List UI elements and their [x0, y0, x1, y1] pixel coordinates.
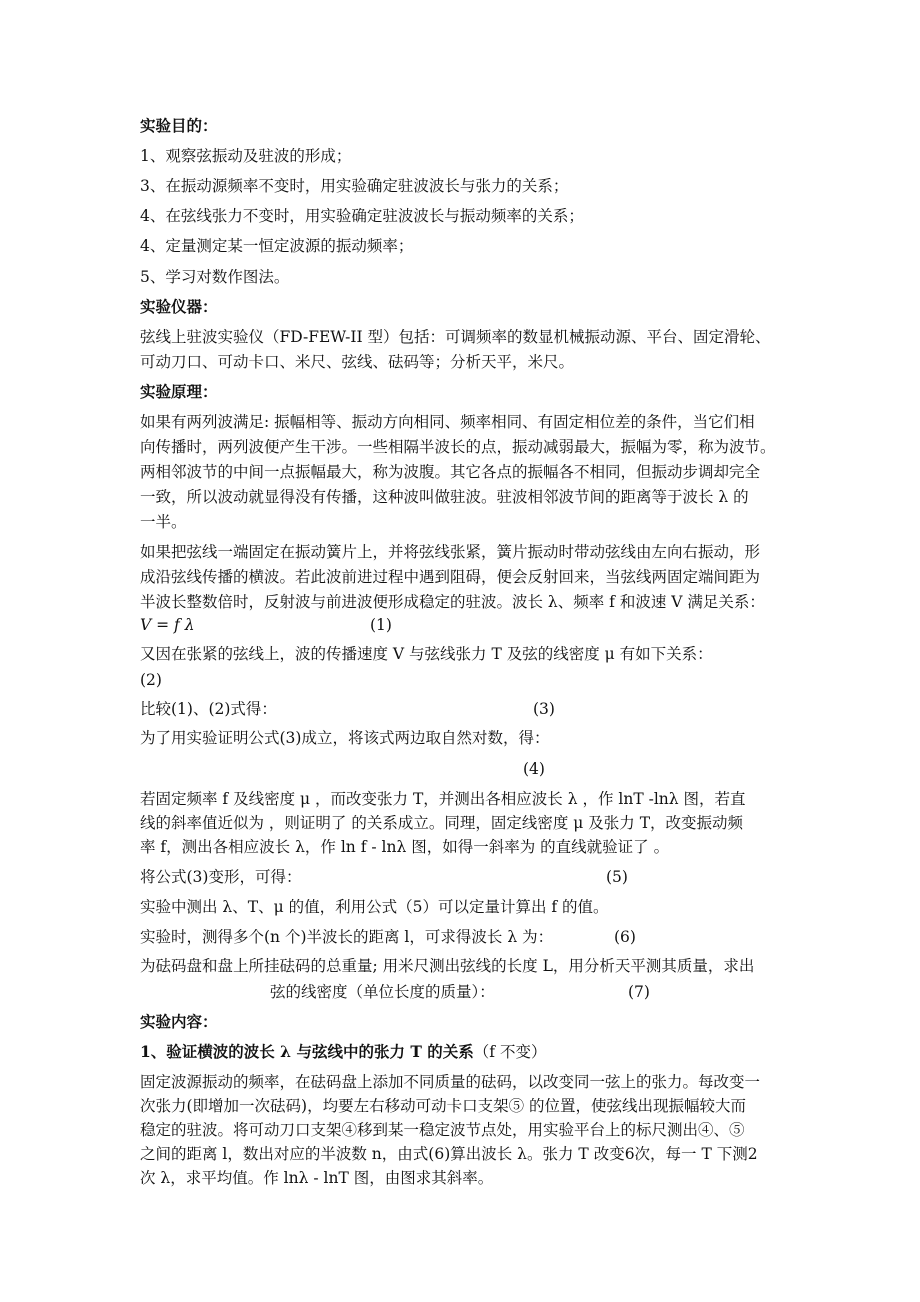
log-intro-line: 为了用实验证明公式(3)成立，将该式两边取自然对数，得： — [140, 729, 550, 747]
equation-4-number: (4) — [523, 760, 545, 778]
purpose-item-2: 3、在振动源频率不变时，用实验确定驻波波长与张力的关系； — [140, 177, 569, 195]
equation-2-number: (2) — [140, 671, 162, 689]
purpose-item-1: 1、观察弦振动及驻波的形成； — [140, 147, 352, 165]
purpose-item-4: 4、定量测定某一恒定波源的振动频率； — [140, 237, 414, 255]
principle-p2-line-2: 成沿弦线传播的横波。若此波前进过程中遇到阻碍，便会反射回来，当弦线两固定端间距为 — [140, 568, 761, 586]
equation-1: V = f λ — [140, 616, 195, 634]
mass-line-2: 弦的线密度（单位长度的质量）： — [270, 983, 495, 1001]
mass-line-1: 为砝码盘和盘上所挂砝码的总重量; 用米尺测出弦线的长度 L，用分析天平测其质量，求出 — [140, 957, 755, 975]
principle-p1-line-3: 两相邻波节的中间一点振幅最大，称为波腹。其它各点的振幅各不相同，但振动步调却完全 — [140, 463, 761, 481]
equation-5-number: (5) — [606, 868, 628, 886]
halfwave-line: 实验时，测得多个(n 个)半波长的距离 l，可求得波长 λ 为： — [140, 928, 554, 946]
purpose-item-5: 5、学习对数作图法。 — [140, 268, 290, 286]
equation-6-number: (6) — [614, 928, 636, 946]
content-line-4: 之间的距离 l，数出对应的半波数 n，由式(6)算出波长 λ。张力 T 改变6次，每一 T 下测2 — [140, 1145, 758, 1163]
principle-p1-line-5: 一半。 — [140, 513, 187, 531]
content-line-3: 稳定的驻波。将可动刀口支架④移到某一稳定波节点处，用实验平台上的标尺测出④、⑤ — [140, 1121, 745, 1139]
equation-7-number: (7) — [628, 983, 650, 1001]
equation-1-number: (1) — [370, 616, 392, 634]
principle-p3-line-3: 率 f，测出各相应波长 λ，作 ln f - lnλ 图，如得一斜率为 的直线就验证了 。 — [140, 838, 670, 856]
purpose-item-3: 4、在弦线张力不变时，用实验确定驻波波长与振动频率的关系； — [140, 207, 584, 225]
tension-relation-line: 又因在张紧的弦线上，波的传播速度 V 与弦线张力 T 及弦的线密度 μ 有如下关系： — [140, 645, 713, 663]
compare-line: 比较(1)、(2)式得： — [140, 700, 277, 718]
principle-p1-line-1: 如果有两列波满足: 振幅相等、振动方向相同、频率相同、有固定相位差的条件，当它们相 — [140, 413, 755, 431]
heading-apparatus: 实验仪器： — [140, 297, 218, 316]
transform-line: 将公式(3)变形，可得： — [140, 868, 302, 886]
content-line-1: 固定波源振动的频率，在砝码盘上添加不同质量的砝码，以改变同一弦上的张力。每改变一 — [140, 1073, 761, 1091]
content-subheading-1 — [140, 1042, 546, 1062]
principle-p2-line-1: 如果把弦线一端固定在振动簧片上，并将弦线张紧，簧片振动时带动弦线由左向右振动，形 — [140, 543, 761, 561]
content-line-2: 次张力(即增加一次砝码)，均要左右移动可动卡口支架⑤ 的位置，使弦线出现振幅较大而 — [140, 1097, 747, 1115]
principle-p3-line-2: 线的斜率值近似为 ，则证明了 的关系成立。同理，固定线密度 μ 及张力 T，改变振动频 — [140, 814, 744, 832]
heading-content: 实验内容： — [140, 1012, 218, 1031]
equation-3-number: (3) — [533, 700, 555, 718]
heading-purpose: 实验目的： — [140, 116, 218, 135]
principle-p1-line-2: 向传播时，两列波便产生干涉。一些相隔半波长的点，振动减弱最大，振幅为零，称为波节。 — [140, 438, 776, 456]
subheading-title: 1、验证横波的波长 λ 与弦线中的张力 T 的关系 — [140, 1042, 474, 1061]
content-line-5: 次 λ，求平均值。作 lnλ - lnT 图，由图求其斜率。 — [140, 1169, 494, 1187]
subheading-note: （f 不变） — [473, 1043, 547, 1061]
measure-line: 实验中测出 λ、T、μ 的值，利用公式（5）可以定量计算出 f 的值。 — [140, 898, 609, 916]
principle-p3-line-1: 若固定频率 f 及线密度 μ ，而改变张力 T，并测出各相应波长 λ ，作 lnT -lnλ 图，若直 — [140, 790, 746, 808]
heading-principle: 实验原理： — [140, 382, 218, 401]
principle-p1-line-4: 一致，所以波动就显得没有传播，这种波叫做驻波。驻波相邻波节间的距离等于波长 λ 的 — [140, 488, 749, 506]
apparatus-line-2: 可动刀口、可动卡口、米尺、弦线、砝码等；分析天平，米尺。 — [140, 353, 575, 371]
apparatus-line-1: 弦线上驻波实验仪（FD-FEW-II 型）包括：可调频率的数显机械振动源、平台、固定滑轮、 — [140, 328, 771, 346]
principle-p2-line-3: 半波长整数倍时，反射波与前进波便形成稳定的驻波。波长 λ、频率 f 和波速 V 满足关系： — [140, 593, 765, 611]
